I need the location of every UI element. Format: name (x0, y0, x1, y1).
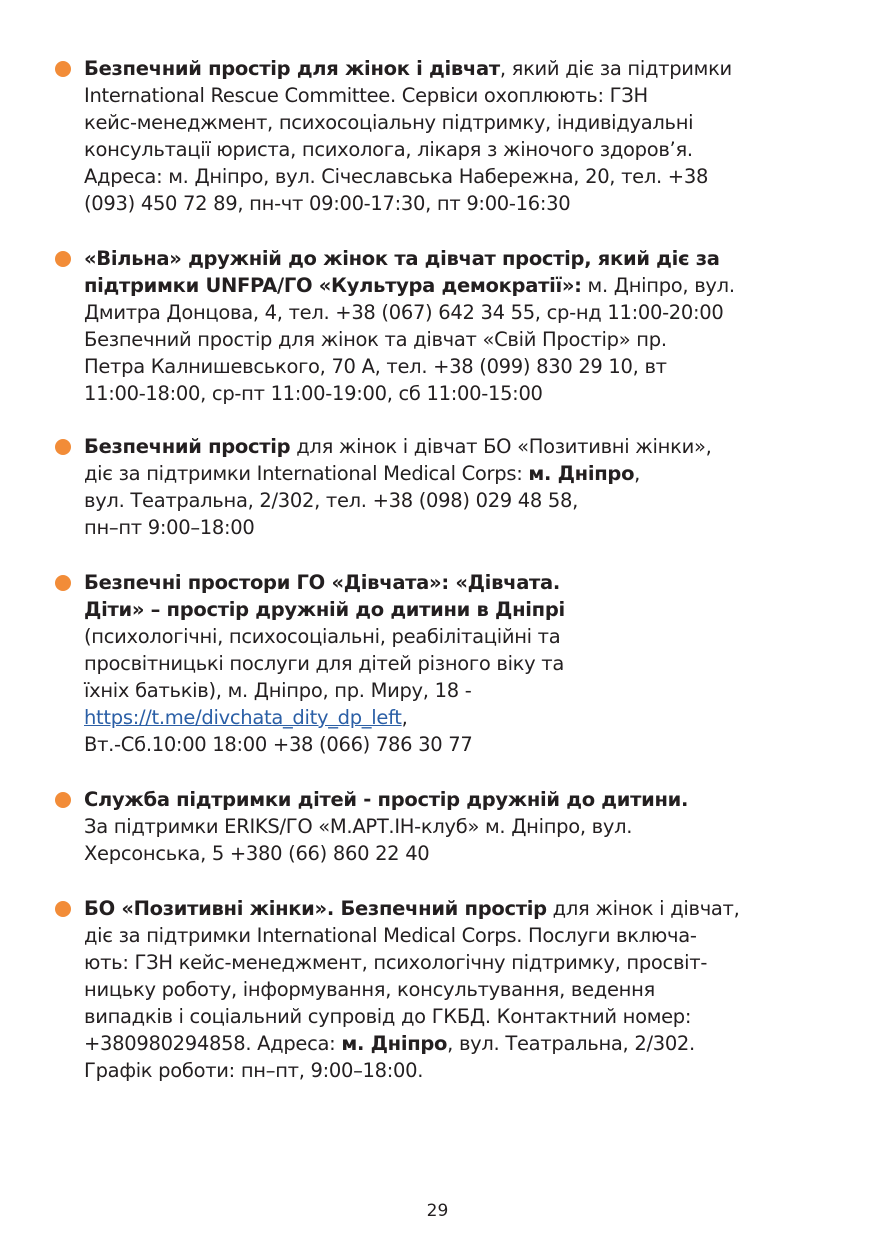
service-entry-1 (84, 55, 844, 217)
page-number: 29 (426, 1201, 449, 1221)
entry-line: Безпечний простір для жінок і дівчат БО «Позитивні жінки», (84, 435, 712, 458)
entry-city: м. Дніпро (528, 462, 635, 485)
entry-line: https://t.me/divchata_dity_dp_left, (84, 706, 408, 729)
entry-line: Дмитра Донцова, 4, тел. +38 (067) 642 34 55, ср-нд 11:00-20:00 (84, 301, 724, 324)
entry-line: їхніх батьків), м. Дніпро, пр. Миру, 18 - (84, 679, 472, 702)
service-entry-5 (84, 786, 844, 867)
bullet-dot-icon (55, 792, 71, 808)
entry-line (84, 245, 844, 272)
entry-title: Діти» – простір дружній до дитини в Дніпрі (84, 598, 565, 621)
entry-city: м. Дніпро (341, 1032, 448, 1055)
entry-line: випадків і соціальний супровід до ГКБД. Контактний номер: (84, 1005, 692, 1028)
entry-line: Безпечний простір для жінок і дівчат, який діє за підтримки (84, 57, 732, 80)
entry-line: ницьку роботу, інформування, консультування, ведення (84, 978, 655, 1001)
service-entry-4 (84, 569, 844, 758)
bullet-dot-icon (55, 61, 71, 77)
bullet-dot-icon (55, 575, 71, 591)
entry-line: За підтримки ERIKS/ГО «М.АРТ.ІН-клуб» м. Дніпро, вул. (84, 815, 633, 838)
entry-line: Адреса: м. Дніпро, вул. Січеславська Набережна, 20, тел. +38 (84, 165, 709, 188)
entry-line: Безпечний простір для жінок та дівчат «Свій Простір» пр. (84, 328, 667, 351)
entry-title: підтримки UNFPA/ГО «Культура демократії»: (84, 274, 582, 297)
entry-line: ють: ГЗН кейс-менеджмент, психологічну підтримку, просвіт- (84, 951, 708, 974)
entry-title: «Вільна» дружній до жінок та дівчат простір, який діє за (84, 247, 720, 270)
entry-line: кейс-менеджмент, психосоціальну підтримку, індивідуальні (84, 111, 694, 134)
bullet-dot-icon (55, 251, 71, 267)
entry-line: діє за підтримки International Medical Corps. Послуги включа- (84, 924, 697, 947)
entry-line: (093) 450 72 89, пн-чт 09:00-17:30, пт 9:00-16:30 (84, 192, 571, 215)
bullet-dot-icon (55, 439, 71, 455)
service-entry-2 (84, 245, 844, 407)
entry-line: 11:00-18:00, ср-пт 11:00-19:00, сб 11:00-15:00 (84, 382, 543, 405)
entry-line: (психологічні, психосоціальні, реабілітаційні та (84, 625, 561, 648)
entry-line (84, 786, 844, 813)
entry-line: вул. Театральна, 2/302, тел. +38 (098) 029 48 58, (84, 489, 579, 512)
entry-line (84, 569, 844, 596)
entry-line: +380980294858. Адреса: м. Дніпро, вул. Театральна, 2/302. (84, 1032, 695, 1055)
entry-line (84, 596, 844, 623)
service-entry-6 (84, 895, 844, 1084)
entry-title: Безпечні простори ГО «Дівчата»: «Дівчата. (84, 571, 561, 594)
bullet-dot-icon (55, 901, 71, 917)
service-entry-3 (84, 433, 844, 541)
entry-line: просвітницькі послуги для дітей різного віку та (84, 652, 565, 675)
entry-line: International Rescue Committee. Сервіси охоплюють: ГЗН (84, 84, 648, 107)
entry-line: пн–пт 9:00–18:00 (84, 516, 255, 539)
entry-line: консультації юриста, психолога, лікаря з жіночого здоров’я. (84, 138, 693, 161)
entry-line: Вт.-Сб.10:00 18:00 +38 (066) 786 30 77 (84, 733, 473, 756)
entry-line: БО «Позитивні жінки». Безпечний простір для жінок і дівчат, (84, 897, 740, 920)
entry-title: Безпечний простір для жінок і дівчат (84, 57, 500, 80)
telegram-link[interactable]: https://t.me/divchata_dity_dp_left (84, 706, 402, 729)
entry-line: Херсонська, 5 +380 (66) 860 22 40 (84, 842, 430, 865)
entry-line: підтримки UNFPA/ГО «Культура демократії»: м. Дніпро, вул. (84, 274, 735, 297)
entry-line: Петра Калнишевського, 70 А, тел. +38 (099) 830 29 10, вт (84, 355, 667, 378)
entry-line: Графік роботи: пн–пт, 9:00–18:00. (84, 1059, 424, 1082)
entry-title: Служба підтримки дітей - простір дружній до дитини. (84, 788, 689, 811)
entry-title: БО «Позитивні жінки». Безпечний простір (84, 897, 547, 920)
entry-title: Безпечний простір (84, 435, 291, 458)
entry-line: діє за підтримки International Medical Corps: м. Дніпро, (84, 462, 641, 485)
